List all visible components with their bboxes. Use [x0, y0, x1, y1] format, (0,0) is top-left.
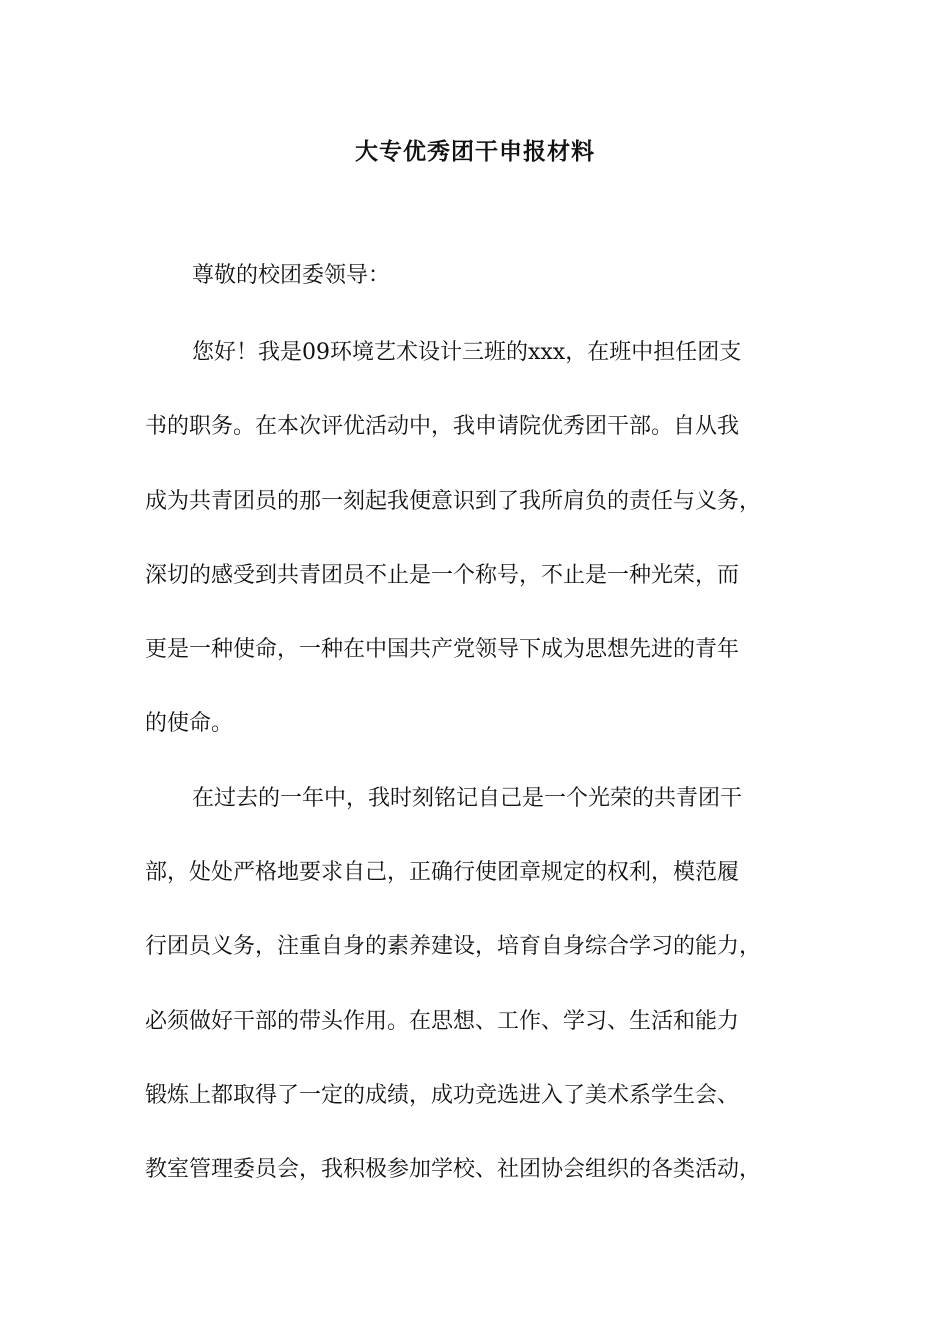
body-line: 在过去的一年中，我时刻铭记自己是一个光荣的共青团干: [192, 786, 743, 811]
body-line: 书的职务。在本次评优活动中，我申请院优秀团干部。自从我: [145, 414, 740, 439]
body-line: 您好！我是09环境艺术设计三班的xxx，在班中担任团支: [192, 340, 742, 365]
body-line: 部，处处严格地要求自己，正确行使团章规定的权利，模范履: [145, 860, 740, 885]
document-title: 大专优秀团干申报材料: [355, 138, 595, 165]
body-line: 行团员义务，注重自身的素养建设，培育自身综合学习的能力，: [145, 934, 762, 959]
body-line: 必须做好干部的带头作用。在思想、工作、学习、生活和能力: [145, 1009, 740, 1034]
body-line: 成为共青团员的那一刻起我便意识到了我所肩负的责任与义务，: [145, 489, 762, 514]
body-line: 的使命。: [145, 711, 234, 736]
salutation: 尊敬的校团委领导：: [192, 263, 391, 288]
body-line: 更是一种使命，一种在中国共产党领导下成为思想先进的青年: [145, 637, 740, 662]
body-line: 锻炼上都取得了一定的成绩，成功竞选进入了美术系学生会、: [145, 1083, 740, 1108]
body-line: 深切的感受到共青团员不止是一个称号，不止是一种光荣，而: [145, 563, 740, 588]
body-line: 教室管理委员会，我积极参加学校、社团协会组织的各类活动，: [145, 1157, 762, 1182]
